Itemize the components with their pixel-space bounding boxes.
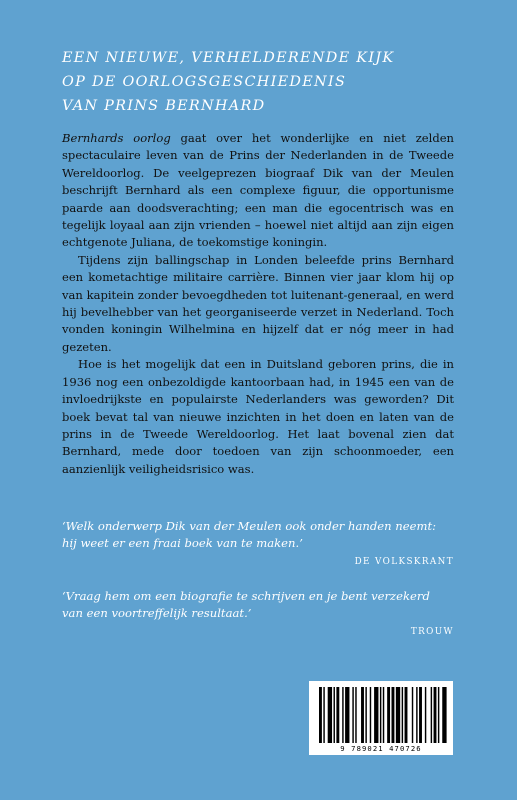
review-quote-2	[62, 588, 454, 641]
barcode	[309, 681, 453, 755]
barcode-bars	[309, 681, 453, 743]
tagline-line-2: OP DE OORLOGSGESCHIEDENIS	[62, 74, 347, 90]
blurb-paragraph-1	[62, 130, 454, 252]
blurb-paragraph-1-text: gaat over het wonderlijke en niet zelden spectaculaire leven van de Prins der Nederlanden in de Tweede Wereldoorlog. De veelgeprezen biograaf Dik van der Meulen beschrijft Bernhard als een complexe figuur, die opportunisme paarde aan doodsverachting; een man die egocentrisch was en tegelijk loyaal aan zijn vrienden – hoewel niet altijd aan zijn eigen echtgenote Juliana, de toekomstige koningin.	[62, 131, 454, 250]
book-title: Bernhards oorlog	[62, 131, 171, 145]
review-source: DE VOLKSKRANT	[354, 557, 454, 567]
tagline-line-1: EEN NIEUWE, VERHELDERENDE KIJK	[62, 50, 395, 66]
review-quote-text: ‘Vraag hem om een biografie te schrijven en je bent verzekerd van een voortreffelijk resultaat.’	[62, 589, 430, 620]
tagline	[62, 46, 482, 118]
blurb-paragraph-3: Hoe is het mogelijk dat een in Duitsland geboren prins, die in 1936 nog een onbezoldigde kantoorbaan had, in 1945 een van de invloedrijkste en populairste Nederlanders was geworden? Dit boek bevat tal van nieuwe inzichten in het doen en laten van de prins in de Tweede Wereldoorlog. Het laat bovenal zien dat Bernhard, mede door toedoen van zijn schoonmoeder, een aanzienlijk veiligheidsrisico was.	[62, 357, 454, 476]
review-source: TROUW	[410, 627, 454, 637]
review-quote-1	[62, 518, 454, 571]
barcode-digits: 9 789021 470726	[340, 744, 422, 753]
tagline-line-3: VAN PRINS BERNHARD	[62, 98, 266, 114]
blurb-paragraph-2: Tijdens zijn ballingschap in Londen beleefde prins Bernhard een kometachtige militaire carrière. Binnen vier jaar klom hij op van kapitein zonder bevoegdheden tot luitenant-generaal, en werd hij bevelhebber van het georganiseerde verzet in Nederland. Toch vonden koningin Wilhelmina en hijzelf dat er nóg meer in had gezeten.	[62, 252, 454, 354]
blurb	[62, 130, 454, 478]
review-quote-text: ‘Welk onderwerp Dik van der Meulen ook onder handen neemt: hij weet er een fraai boek van te maken.’	[62, 519, 437, 550]
